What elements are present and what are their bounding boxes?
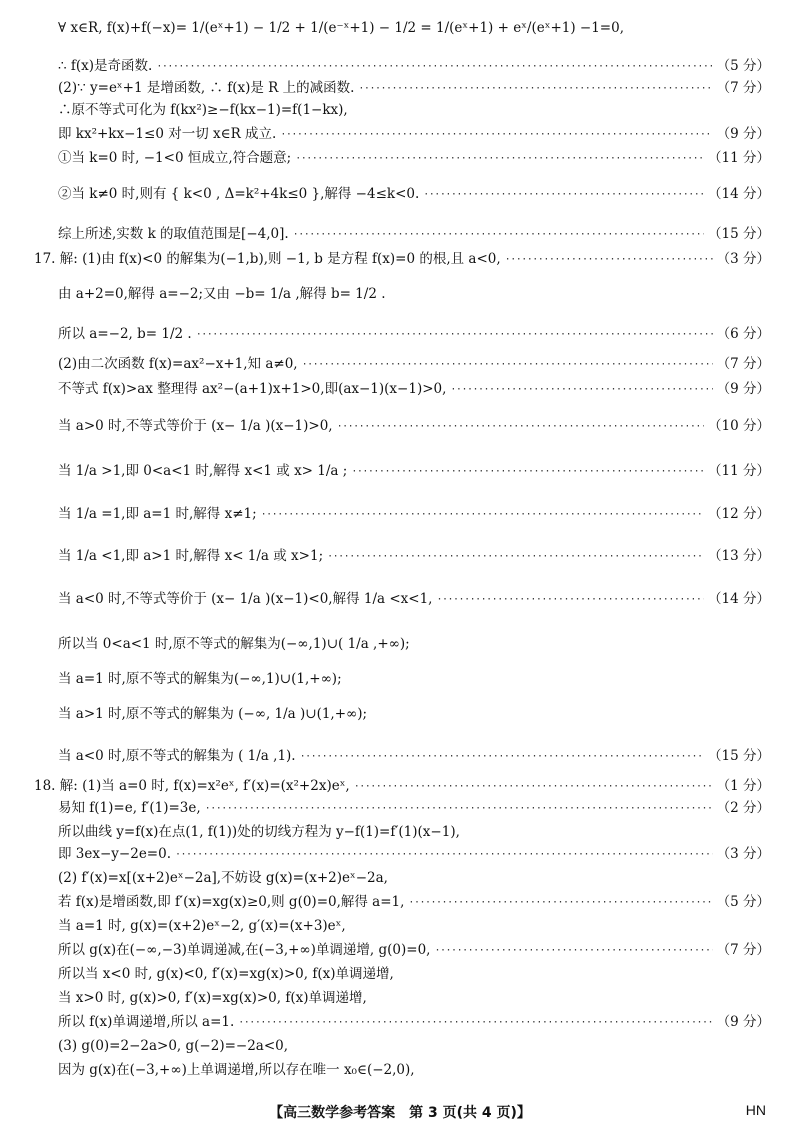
line-text: (3) g(0)=2−2a>0, g(−2)=−2a<0, [58, 1038, 289, 1054]
leader-dots [436, 595, 704, 605]
answer-line [58, 550, 770, 564]
answer-line [58, 826, 770, 840]
line-text: 当 a<0 时,不等式等价于 (x− 1/a )(x−1)<0,解得 1/a <x<1, [58, 591, 433, 607]
line-text: 所以 a=−2, b= 1/2 . [58, 326, 192, 342]
score-label: （15 分） [708, 226, 770, 242]
score-label: （2 分） [716, 800, 770, 816]
answer-line [58, 152, 770, 166]
score-label: （15 分） [708, 748, 770, 764]
line-text: 当 1/a <1,即 a>1 时,解得 x< 1/a 或 x>1; [58, 548, 324, 564]
leader-dots [293, 230, 704, 240]
answer-line [58, 128, 770, 142]
answer-line [58, 420, 770, 434]
answer-line [58, 944, 770, 958]
answer-line [58, 508, 770, 522]
answer-line [58, 22, 770, 36]
line-text: 所以曲线 y=f(x)在点(1, f(1))处的切线方程为 y−f(1)=f′(1)(x−1), [58, 824, 460, 840]
answer-line [58, 750, 770, 764]
line-text: 当 a<0 时,原不等式的解集为 ( 1/a ,1). [58, 748, 296, 764]
leader-dots [358, 84, 712, 94]
leader-dots [423, 190, 704, 200]
line-text: 易知 f(1)=e, f′(1)=3e, [58, 800, 201, 816]
answer-line [58, 708, 770, 722]
answer-line [58, 228, 770, 242]
score-label: （9 分） [716, 1014, 770, 1030]
leader-dots [337, 422, 704, 432]
region-mark: HN [745, 1102, 766, 1118]
answer-line [58, 872, 770, 886]
line-text: (2) f′(x)=x[(x+2)eˣ−2a],不妨设 g(x)=(x+2)eˣ−2a, [58, 870, 388, 886]
answer-line [58, 104, 770, 118]
answer-line [58, 920, 770, 934]
line-text: 所以当 0<a<1 时,原不等式的解集为(−∞,1)∪( 1/a ,+∞); [58, 636, 410, 652]
score-label: （7 分） [716, 80, 770, 96]
leader-dots [238, 1018, 712, 1028]
line-text: 所以当 x<0 时, g(x)<0, f′(x)=xg(x)>0, f(x)单调递增, [58, 966, 394, 982]
leader-dots [295, 154, 704, 164]
score-label: （10 分） [708, 418, 770, 434]
leader-dots [261, 510, 704, 520]
answer-line [58, 673, 770, 687]
score-label: （11 分） [708, 463, 770, 479]
line-text: ①当 k=0 时, −1<0 恒成立,符合题意; [58, 150, 292, 166]
line-text: 即 3ex−y−2e=0. [58, 846, 172, 862]
answer-line [34, 253, 770, 267]
line-text: ∀ x∈R, f(x)+f(−x)= 1/(eˣ+1) − 1/2 + 1/(e⁻ˣ+1) − 1/2 = 1/(eˣ+1) + eˣ/(eˣ+1) −1=0, [58, 20, 624, 36]
leader-dots [505, 255, 713, 265]
score-label: （9 分） [716, 126, 770, 142]
answer-line [58, 188, 770, 202]
line-text: 当 a>1 时,原不等式的解集为 (−∞, 1/a )∪(1,+∞); [58, 706, 368, 722]
leader-dots [156, 62, 712, 72]
score-label: （12 分） [708, 506, 770, 522]
answer-line [34, 780, 770, 794]
line-text: ∴ f(x)是奇函数. [58, 58, 153, 74]
answer-line [58, 288, 770, 302]
answer-line [58, 328, 770, 342]
score-label: （3 分） [716, 846, 770, 862]
answer-line [58, 802, 770, 816]
leader-dots [408, 898, 712, 908]
leader-dots [354, 782, 713, 792]
score-label: （14 分） [708, 591, 770, 607]
score-label: （3 分） [716, 251, 770, 267]
score-label: （5 分） [716, 894, 770, 910]
line-text: 若 f(x)是增函数,即 f′(x)=xg(x)≥0,则 g(0)=0,解得 a=1, [58, 894, 405, 910]
answer-line [58, 968, 770, 982]
score-label: （5 分） [716, 58, 770, 74]
line-text: (2)∵ y=eˣ+1 是增函数, ∴ f(x)是 R 上的减函数. [58, 80, 355, 96]
answer-line [58, 1040, 770, 1054]
line-text: 当 1/a >1,即 0<a<1 时,解得 x<1 或 x> 1/a ; [58, 463, 348, 479]
line-text: 当 x>0 时, g(x)>0, f′(x)=xg(x)>0, f(x)单调递增, [58, 990, 367, 1006]
score-label: （14 分） [708, 186, 770, 202]
score-label: （13 分） [708, 548, 770, 564]
leader-dots [175, 850, 713, 860]
answer-line [58, 465, 770, 479]
answer-line [58, 358, 770, 372]
score-label: （9 分） [716, 381, 770, 397]
answer-line [58, 593, 770, 607]
score-label: （11 分） [708, 150, 770, 166]
line-text: ②当 k≠0 时,则有 { k<0 , Δ=k²+4k≤0 },解得 −4≤k<0. [58, 186, 420, 202]
line-text: 即 kx²+kx−1≤0 对一切 x∈R 成立. [58, 126, 277, 142]
line-text: 所以 g(x)在(−∞,−3)单调递减,在(−3,+∞)单调递增, g(0)=0, [58, 942, 431, 958]
line-text: 综上所述,实数 k 的取值范围是[−4,0]. [58, 226, 289, 242]
answer-line [58, 383, 770, 397]
line-text: 不等式 f(x)>ax 整理得 ax²−(a+1)x+1>0,即(ax−1)(x−1)>0, [58, 381, 447, 397]
line-text: (2)由二次函数 f(x)=ax²−x+1,知 a≠0, [58, 356, 298, 372]
leader-dots [434, 946, 712, 956]
line-text: 由 a+2=0,解得 a=−2;又由 −b= 1/a ,解得 b= 1/2 . [58, 286, 386, 302]
score-label: （6 分） [716, 326, 770, 342]
line-text: 当 1/a =1,即 a=1 时,解得 x≠1; [58, 506, 257, 522]
score-label: （7 分） [716, 942, 770, 958]
answer-line [58, 896, 770, 910]
answer-line [58, 1016, 770, 1030]
score-label: （7 分） [716, 356, 770, 372]
answer-line [58, 992, 770, 1006]
line-text: 18. 解: (1)当 a=0 时, f(x)=x²eˣ, f′(x)=(x²+2x)eˣ, [34, 778, 350, 794]
line-text: 当 a=1 时, g(x)=(x+2)eˣ−2, g′(x)=(x+3)eˣ, [58, 918, 346, 934]
score-label: （1 分） [716, 778, 770, 794]
line-text: 17. 解: (1)由 f(x)<0 的解集为(−1,b),则 −1, b 是方程 f(x)=0 的根,且 a<0, [34, 251, 501, 267]
answer-line [58, 638, 770, 652]
leader-dots [450, 385, 712, 395]
leader-dots [327, 552, 704, 562]
leader-dots [300, 752, 704, 762]
line-text: 当 a=1 时,原不等式的解集为(−∞,1)∪(1,+∞); [58, 671, 342, 687]
line-text: 所以 f(x)单调递增,所以 a=1. [58, 1014, 235, 1030]
leader-dots [302, 360, 713, 370]
line-text: 当 a>0 时,不等式等价于 (x− 1/a )(x−1)>0, [58, 418, 333, 434]
line-text: 因为 g(x)在(−3,+∞)上单调递增,所以存在唯一 x₀∈(−2,0), [58, 1062, 415, 1078]
leader-dots [205, 804, 713, 814]
answer-line [58, 1064, 770, 1078]
answer-line [58, 60, 770, 74]
leader-dots [196, 330, 713, 340]
answer-line [58, 848, 770, 862]
answer-line [58, 82, 770, 96]
leader-dots [280, 130, 712, 140]
page-footer: 【高三数学参考答案 第 3 页(共 4 页)】 [269, 1105, 531, 1121]
line-text: ∴原不等式可化为 f(kx²)≥−f(kx−1)=f(1−kx), [58, 102, 348, 118]
leader-dots [351, 467, 704, 477]
